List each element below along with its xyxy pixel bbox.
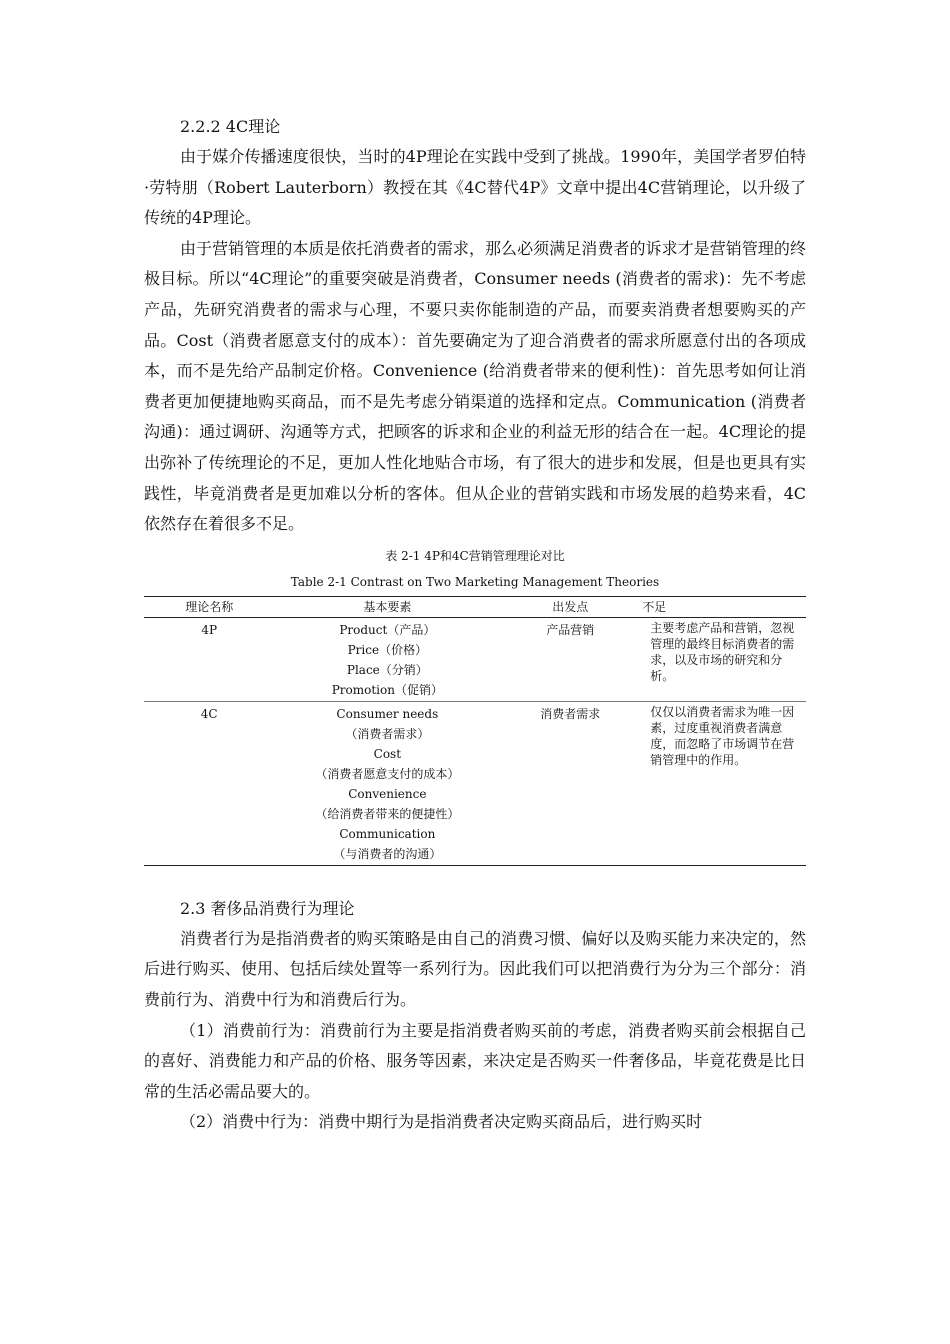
element-item: Convenience <box>348 786 427 801</box>
theory-name-cell: 4C <box>144 701 274 865</box>
elements-cell <box>274 617 500 701</box>
table-caption-cn: 表 2-1 4P和4C营销管理理论对比 <box>385 548 565 563</box>
element-item: （消费者需求） <box>345 726 430 741</box>
paragraph: （2）消费中行为：消费中期行为是指消费者决定购买商品后，进行购买时 <box>180 1112 703 1132</box>
table-row <box>144 617 806 701</box>
paragraph: （1）消费前行为：消费前行为主要是指消费者购买前的考虑，消费者购买前会根据自己的喜好、消费能力和产品的价格、服务等因素，来决定是否购买一件奢侈品，毕竟花费是比日常的生活必需品要大的。 <box>144 1020 806 1101</box>
origin-cell: 产品营销 <box>500 617 640 701</box>
element-item: Cost <box>373 746 402 761</box>
column-header: 理论名称 <box>144 596 274 617</box>
column-header: 不足 <box>640 596 806 617</box>
table-header-row <box>144 596 806 617</box>
table-caption-en: Table 2-1 Contrast on Two Marketing Management Theories <box>290 574 660 589</box>
paragraph: 由于媒介传播速度很快，当时的4P理论在实践中受到了挑战。1990年，美国学者罗伯特·劳特朋（Robert Lauterborn）教授在其《4C替代4P》文章中提出4C营销理论，以升级了传统的4P理论。 <box>144 147 806 228</box>
element-item: （给消费者带来的便捷性） <box>315 806 460 821</box>
shortcoming-text: 仅仅以消费者需求为唯一因素，过度重视消费者满意度，而忽略了市场调节在营销管理中的作用。 <box>650 704 795 767</box>
paragraph: 由于营销管理的本质是依托消费者的需求，那么必须满足消费者的诉求才是营销管理的终极目标。所以“4C理论”的重要突破是消费者，Consumer needs (消费者的需求)：先不考虑产品，先研究消费者的需求与心理，不要只卖你能制造的产品，而要卖消费者想要购买的产品。Cost（消费者愿意支付的成本）：首先要确定为了迎合消费者的需求所愿意付出的各项成本，而不是先给产品制定价格。Convenience (给消费者带来的便利性)：首先思考如何让消费者更加便捷地购买商品，而不是先考虑分销渠道的选择和定点。Communication (消费者沟通)：通过调研、沟通等方式，把顾客的诉求和企业的利益无形的结合在一起。4C理论的提出弥补了传统理论的不足，更加人性化地贴合市场，有了很大的进步和发展，但是也更具有实践性，毕竟消费者是更加难以分析的客体。但从企业的营销实践和市场发展的趋势来看，4C依然存在着很多不足。 <box>144 238 806 534</box>
shortcoming-cell <box>640 617 806 701</box>
element-item: Product（产品） <box>339 622 436 637</box>
element-item: Promotion（促销） <box>331 682 443 697</box>
theory-name-cell: 4P <box>144 617 274 701</box>
column-header: 基本要素 <box>274 596 500 617</box>
column-header: 出发点 <box>500 596 640 617</box>
element-item: （与消费者的沟通） <box>333 846 442 861</box>
element-item: Price（价格） <box>347 642 428 657</box>
element-item: Place（分销） <box>346 662 428 677</box>
shortcoming-cell <box>640 701 806 865</box>
element-item: （消费者愿意支付的成本） <box>315 766 460 781</box>
element-item: Communication <box>339 826 436 841</box>
document-page <box>144 112 806 1138</box>
origin-cell: 消费者需求 <box>500 701 640 865</box>
elements-cell <box>274 701 500 865</box>
paragraph: 消费者行为是指消费者的购买策略是由自己的消费习惯、偏好以及购买能力来决定的，然后进行购买、使用、包括后续处置等一系列行为。因此我们可以把消费行为分为三个部分：消费前行为、消费中行为和消费后行为。 <box>144 928 806 1009</box>
table-row <box>144 701 806 865</box>
section-heading-2-3: 2.3 奢侈品消费行为理论 <box>180 898 355 918</box>
shortcoming-text: 主要考虑产品和营销，忽视管理的最终目标消费者的需求，以及市场的研究和分析。 <box>650 620 795 683</box>
element-item: Consumer needs <box>336 706 439 721</box>
comparison-table <box>144 596 806 866</box>
section-heading-2-2-2: 2.2.2 4C理论 <box>180 117 281 136</box>
